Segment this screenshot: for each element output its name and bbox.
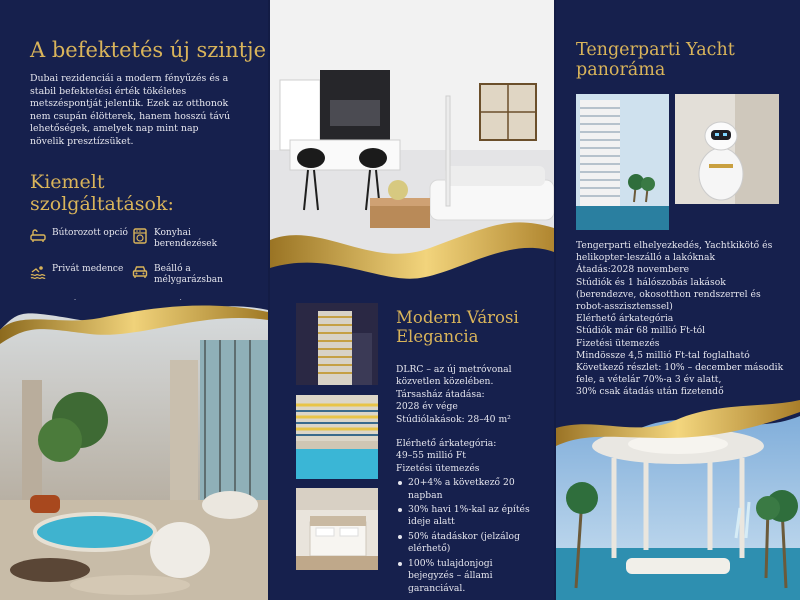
- service-furnished: [30, 228, 130, 244]
- urban-elegance-title: [396, 309, 519, 347]
- detail-line: Következő részlet: 10% – december második fele, a vételár 70%-a 3 év alatt,: [576, 362, 784, 386]
- service-label: Bútorozott opció: [52, 228, 128, 238]
- bathtub-icon: [30, 228, 46, 244]
- swimming-icon: [30, 264, 46, 280]
- detail-line: Mindössze 4,5 millió Ft-tal foglalható: [576, 349, 750, 361]
- payment-bullets: [396, 477, 536, 595]
- yacht-details: [576, 240, 786, 399]
- services-title: [30, 172, 174, 216]
- yacht-title-line-1: Tengerparti Yacht: [576, 40, 735, 60]
- intro-paragraph: Dubai rezidenciái a modern fényűzés és a stabil befektetési érték tökéletes metszéspontját jelentik. Ezek az otthonok nem csupán élötterek, hanem hosszú távú lehetőségek, amelyek nap mint nap növelik presztízsüket.: [30, 73, 231, 147]
- detail-line: DLRC – az új metróvonal közvetlen közelében.: [396, 364, 512, 388]
- bullet-item: 100% tulajdonjogi bejegyzés – állami garanciával.: [396, 558, 536, 595]
- detail-line: 30% csak átadás után fizetendő: [576, 386, 724, 398]
- urban-details: [396, 364, 536, 597]
- seaside-tower-photo: [576, 94, 669, 230]
- detail-line: Fizetési ütemezés: [576, 337, 660, 349]
- detail-line: Fizetési ütemezés: [396, 462, 480, 474]
- middle-panel: [270, 0, 554, 600]
- investment-title: A befektetés új szintje: [30, 38, 266, 62]
- service-label: Beálló a mélygarázsban: [154, 264, 223, 285]
- robot-assistant-photo: [675, 94, 779, 204]
- bullet-item: 50% átadáskor (jelzálog elérhető): [396, 531, 536, 556]
- detail-line: Átadás:2028 novembere: [576, 264, 690, 276]
- left-panel: [0, 0, 268, 600]
- urban-title-line-2: Elegancia: [396, 326, 479, 346]
- urban-title-line-1: Modern Városi: [396, 308, 519, 327]
- living-room-photo: [270, 0, 554, 300]
- detail-line: Társasház átadása:: [396, 388, 485, 400]
- beach-pavilion-photo: [556, 398, 800, 600]
- bullet-item: 30% havi 1%-kal az építés ideje alatt: [396, 504, 536, 529]
- service-garage: [132, 264, 242, 285]
- detail-line: Stúdiólakások: 28–40 m²: [396, 413, 511, 425]
- service-pool: [30, 264, 130, 280]
- detail-line: Tengerparti elhelyezkedés, Yachtkikötő és helikopter-leszálló a lakóknak: [576, 240, 773, 264]
- bedroom-photo: [296, 488, 378, 570]
- detail-line: Elérhető árkategória: [576, 313, 674, 325]
- building-pool-photo: [296, 395, 378, 479]
- service-kitchen: [132, 228, 242, 249]
- detail-line: Stúdiók és 1 hálószobás lakások (berendezve, okosotthon rendszerrel és robot-asszisztenssel): [576, 276, 761, 313]
- services-title-line-1: Kiemelt: [30, 171, 105, 193]
- spacer: [396, 426, 536, 438]
- services-title-line-2: szolgáltatások:: [30, 192, 174, 215]
- spa-pool-photo: [0, 300, 268, 600]
- yacht-title-line-2: panoráma: [576, 60, 666, 81]
- detail-line: Elérhető árkategória:: [396, 438, 497, 450]
- right-panel: [556, 0, 800, 600]
- bullet-item: 20+4% a következő 20 napban: [396, 477, 536, 502]
- kitchen-appliance-icon: [132, 228, 148, 244]
- service-label: Privát medence: [52, 264, 124, 274]
- detail-line: Stúdiók már 68 millió Ft-tól: [576, 325, 706, 337]
- detail-line: 49–55 millió Ft: [396, 450, 466, 462]
- car-icon: [132, 264, 148, 280]
- service-label: Konyhai berendezések: [154, 228, 218, 249]
- yacht-panorama-title: [576, 40, 735, 80]
- detail-line: 2028 év vége: [396, 401, 458, 413]
- tower-photo: [296, 303, 378, 385]
